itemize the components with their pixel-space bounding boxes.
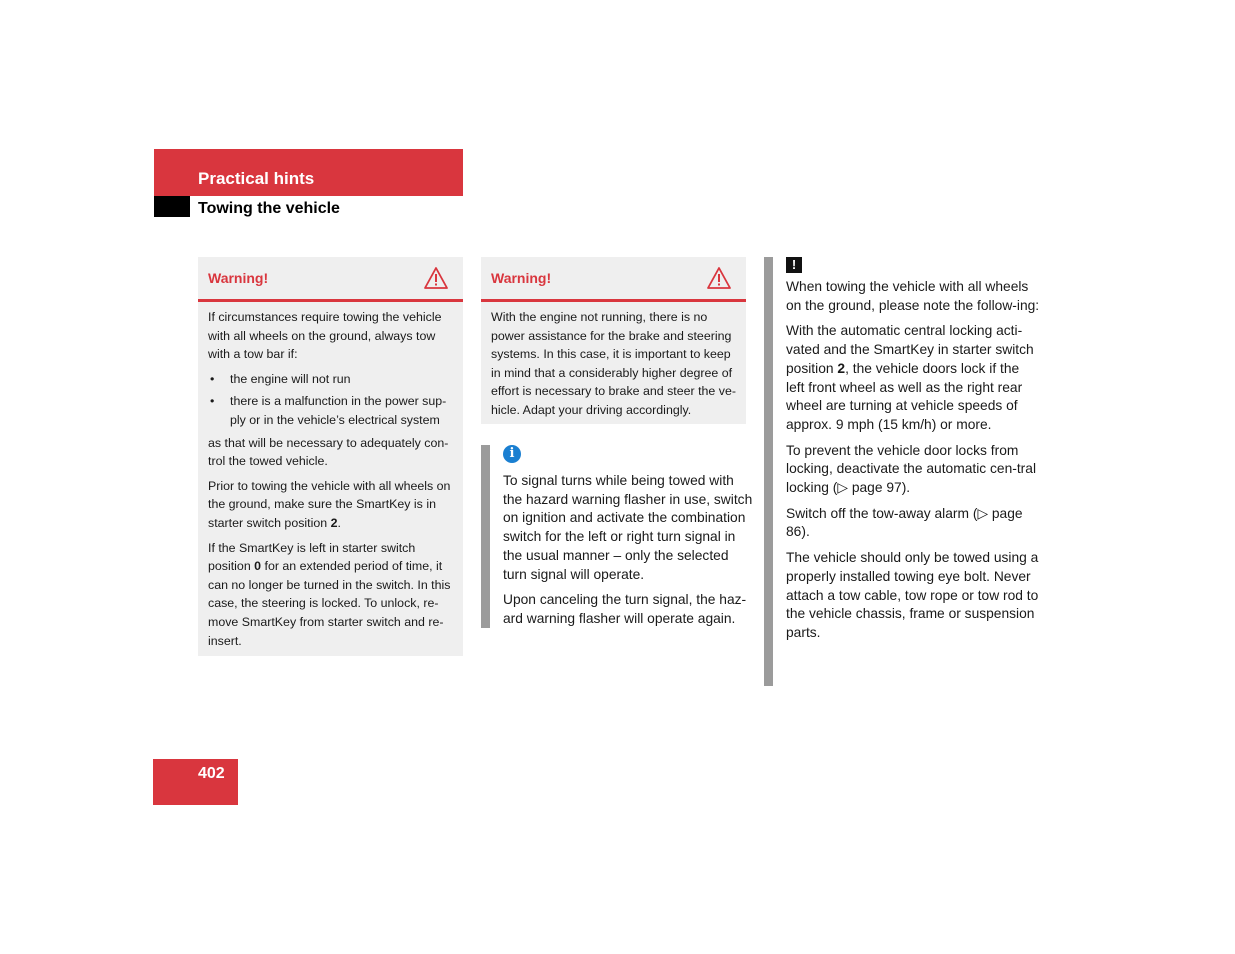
warning-body [481,302,746,434]
caution-paragraph: Switch off the tow-away alarm (▷ page 86). [786,505,1023,540]
warning-box-towing [198,257,463,656]
warning-triangle-icon [706,266,732,290]
warning-after-text: as that will be necessary to adequately con-trol the towed vehicle. [208,435,449,469]
page-subtitle: Towing the vehicle [198,200,340,217]
section-header [154,149,463,196]
info-paragraph: Upon canceling the turn signal, the haz-ard warning flasher will operate again. [503,592,747,626]
warning-title: Warning! [208,270,269,286]
info-paragraph: To signal turns while being towed with the hazard warning flasher in use, switch on ignition and activate the combination switch for the left or right turn signal in the usual manner – only the selected turn signal will operate. [503,473,753,582]
warning-body [198,302,463,664]
caution-paragraph: When towing the vehicle with all wheels on the ground, please note the follow-ing: [786,279,1040,313]
switch-position: 2 [837,360,846,376]
caution-paragraph: The vehicle should only be towed using a properly installed towing eye bolt. Never attach a tow cable, tow rope or tow rod to the vehicle chassis, frame or suspension parts. [786,550,1039,640]
exclamation-icon: ! [786,257,802,273]
warning-title: Warning! [491,270,552,286]
caution-note [764,257,1041,686]
page-number: 402 [198,765,225,782]
list-item: • there is a malfunction in the power sup-ply or in the vehicle’s electrical system [208,392,454,429]
warning-bullet-list [208,370,454,430]
header-marker [154,196,190,217]
warning-triangle-icon [423,266,449,290]
switch-position: 2 [330,515,338,530]
warning-text: With the engine not running, there is no power assistance for the brake and steering systems. In this case, it is important to keep in mind that a considerably higher degree of effort is necessary to brake and steer the ve-hicle. Adapt your driving accordingly. [491,310,736,417]
section-title: Practical hints [198,169,315,188]
info-note [481,445,755,628]
warning-steering-lock-paragraph: If the SmartKey is left in starter switch position 0 for an extended period of time, it can no longer be turned in the switch. In this case, the steering is locked. To unlock, re-move SmartKey from starter switch and re-insert. [208,540,451,648]
warning-header [198,257,463,302]
warning-box-power-assist [481,257,746,424]
warning-header [481,257,746,302]
list-item: • the engine will not run [208,370,454,389]
warning-intro: If circumstances require towing the vehicle with all wheels on the ground, always tow with a tow bar if: [208,310,442,362]
info-icon: i [503,445,521,463]
switch-position: 0 [254,559,262,574]
caution-paragraph: To prevent the vehicle door locks from locking, deactivate the automatic cen-tral locking (▷ page 97). [786,442,1037,496]
warning-smartkey-paragraph: Prior to towing the vehicle with all wheels on the ground, make sure the SmartKey is in starter switch position 2. [208,478,451,530]
caution-paragraph: With the automatic central locking acti-vated and the SmartKey in starter switch position 2, the vehicle doors lock if the left front wheel as well as the right rear wheel are turning at vehicle speeds of approx. 9 mph (15 km/h) or more. [786,323,1034,432]
page-number-tab [153,759,238,805]
